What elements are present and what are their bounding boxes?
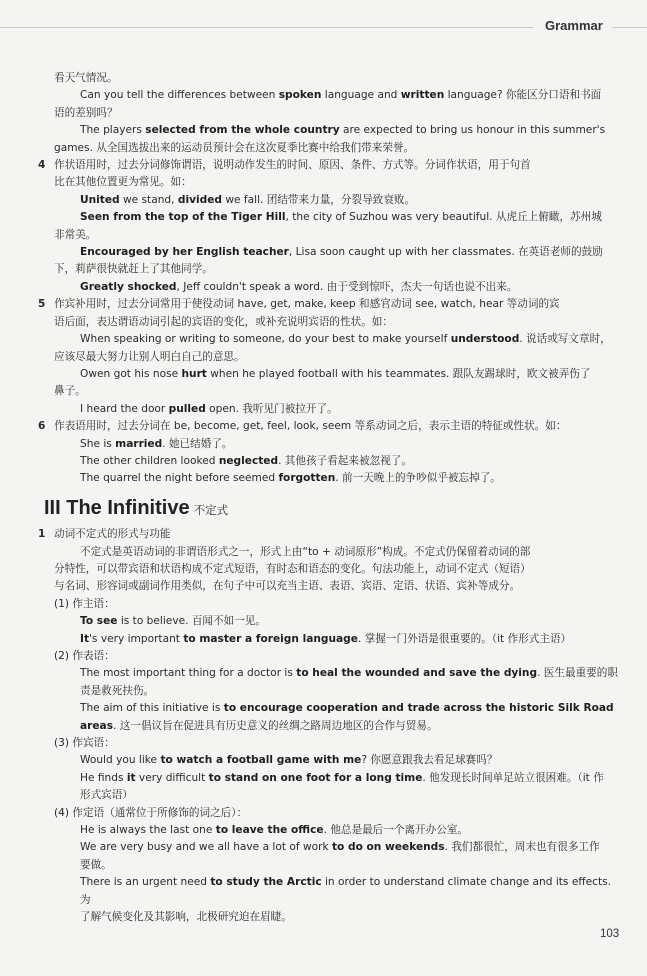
sub-2-line-0: The most important thing for a doctor is to heal the wounded and save the dying. 医生最重要的职 [80, 667, 618, 680]
item-6-number: 6 [38, 420, 46, 433]
section-title: III The Infinitive [44, 496, 190, 519]
sub-1-line-1: It's very important to master a foreign language. 掌握一门外语是很重要的。（it 作形式主语） [80, 632, 572, 645]
sub-3-label: (3) 作宾语： [54, 737, 115, 750]
sub-3-line-2: 形式宾语） [80, 789, 133, 802]
item-5-example-2: I heard the door pulled open. 我听见门被拉开了。 [80, 402, 338, 415]
top-line-2: 语的差别吗？ [54, 106, 118, 119]
section-heading [38, 496, 622, 520]
header-rule-left [0, 27, 533, 28]
top-line-1: Can you tell the differences between spoken language and written language? 你能区分口语和书面 [80, 89, 602, 102]
header-rule-right [612, 27, 647, 28]
top-line-0: 看天气情况。 [54, 72, 118, 84]
infinitive-intro-2: 与名词、形容词或副词作用类似，在句子中可以充当主语、表语、宾语、定语、状语、宾补等成分。 [54, 580, 521, 593]
sub-2-line-1: 责是救死扶伤。 [80, 684, 155, 697]
item-5-number: 5 [38, 298, 46, 311]
item-6-line-0: 6 作表语用时，过去分词在 be, become, get, feel, look, seem 等系动词之后，表示主语的特征或性状。如： [38, 418, 622, 435]
item-6-example-0: She is married. 她已结婚了。 [80, 437, 233, 450]
item-4-number: 4 [38, 159, 46, 172]
top-line-4: games. 从全国选拔出来的运动员预计会在这次夏季比赛中给我们带来荣誉。 [54, 141, 415, 154]
sub-4-label: (4) 作定语（通常位于所修饰的词之后）： [54, 806, 248, 819]
item-4-example-2-cont: 下，莉萨很快就赶上了其他同学。 [54, 263, 213, 276]
item-5-example-0: When speaking or writing to someone, do your best to make yourself understood. 说话或写文章时， [80, 333, 611, 346]
infinitive-heading: 1 动词不定式的形式与功能 [38, 526, 622, 543]
item-5-line-0: 5 作宾补用时，过去分词常用于使役动词 have, get, make, keep 和感官动词 see, watch, hear 等动词的宾 [38, 296, 622, 313]
item-6-example-1: The other children looked neglected. 其他孩子看起来被忽视了。 [80, 454, 412, 467]
item-4-example-2: Encouraged by her English teacher, Lisa soon caught up with her classmates. 在英语老师的鼓励 [80, 246, 603, 259]
sub-1-label: (1) 作主语： [54, 597, 115, 610]
sub-4-line-1: We are very busy and we all have a lot of work to do on weekends. 我们都很忙，周末也有很多工作 [80, 841, 600, 854]
infinitive-intro-0: 不定式是英语动词的非谓语形式之一，形式上由“to + 动词原形”构成。不定式仍保留着动词的部 [80, 545, 531, 558]
item-4-example-0: United we stand, divided we fall. 团结带来力量，分裂导致衰败。 [80, 193, 416, 206]
top-line-3: The players selected from the whole country are expected to bring us honour in this summer's [80, 124, 606, 137]
item-5-line-1: 语后面，表达谓语动词引起的宾语的变化，或补充说明宾语的性状。如： [54, 315, 393, 328]
sub-1-line-0: To see is to believe. 百闻不如一见。 [80, 615, 266, 628]
item-5-example-1: Owen got his nose hurt when he played football with his teammates. 跟队友踢球时，欧文被弄伤了 [80, 367, 591, 380]
item-5-example-0-cont: 应该尽最大努力让别人明白自己的意思。 [54, 350, 245, 363]
infinitive-number: 1 [38, 528, 46, 541]
sub-3-line-0: Would you like to watch a football game with me? 你愿意跟我去看足球赛吗？ [80, 754, 498, 767]
item-5-example-1-cont: 鼻子。 [54, 385, 86, 398]
item-4-example-3: Greatly shocked, Jeff couldn't speak a word. 由于受到惊吓，杰夫一句话也说不出来。 [80, 280, 518, 293]
item-4-example-1-cont: 非常美。 [54, 228, 97, 241]
sub-4-line-2: 要做。 [80, 858, 112, 871]
page-number: 103 [600, 928, 620, 940]
item-4-example-1: Seen from the top of the Tiger Hill, the city of Suzhou was very beautiful. 从虎丘上俯瞰，苏州城 [80, 211, 602, 224]
infinitive-intro-1: 分特性，可以带宾语和状语构成不定式短语，有时态和语态的变化。句法功能上，动词不定式（短语） [54, 562, 531, 575]
section-title-cn: 不定式 [193, 504, 229, 517]
item-4-line-0: 4 作状语用时，过去分词修饰谓语，说明动作发生的时间、原因、条件、方式等。分词作状语，用于句首 [38, 157, 622, 174]
sub-2-line-3: areas. 这一倡议旨在促进具有历史意义的丝绸之路周边地区的合作与贸易。 [80, 719, 438, 732]
item-4-line-1: 比在其他位置更为常见。如： [54, 176, 192, 189]
sub-3-line-1: He finds it very difficult to stand on one foot for a long time. 他发现长时间单足站立很困难。（it 作 [80, 771, 604, 784]
page-content [38, 70, 622, 927]
sub-2-line-2: The aim of this initiative is to encourage cooperation and trade across the historic Silk Road [80, 702, 614, 715]
sub-4-line-4: 了解气候变化及其影响，北极研究迫在眉睫。 [80, 911, 292, 924]
sub-2-label: (2) 作表语： [54, 650, 115, 662]
sub-4-line-0: He is always the last one to leave the office. 他总是最后一个离开办公室。 [80, 824, 469, 837]
item-6-example-2: The quarrel the night before seemed forgotten. 前一天晚上的争吵似乎被忘掉了。 [80, 472, 501, 485]
header-title: Grammar [545, 18, 603, 33]
sub-4-line-3: There is an urgent need to study the Arctic in order to understand climate change and its effects. 为 [80, 876, 612, 906]
